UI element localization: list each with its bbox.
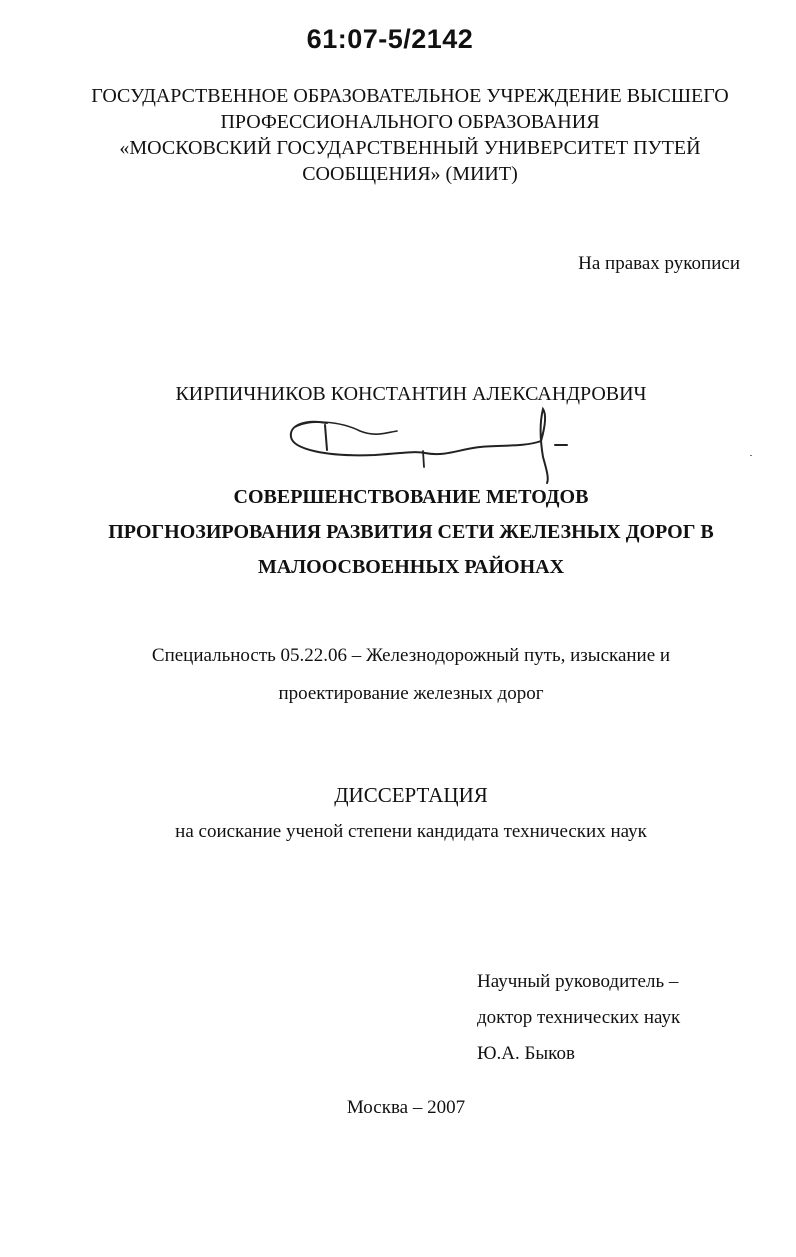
- signature-stroke-vertical-2: [423, 451, 424, 467]
- city-and-year: Москва – 2007: [346, 1097, 466, 1118]
- supervisor-role: Научный руководитель –: [477, 971, 679, 992]
- specialty-line-2: проектирование железных дорог: [278, 683, 544, 704]
- title-line-3: МАЛООСВОЕННЫХ РАЙОНАХ: [257, 556, 565, 578]
- specialty-block: [0, 637, 796, 713]
- degree-statement: на соискание ученой степени кандидата технических наук: [175, 821, 647, 842]
- signature-stroke-vertical-1: [325, 425, 327, 450]
- document-type: ДИССЕРТАЦИЯ: [334, 783, 488, 807]
- signature-stroke-upper: [295, 422, 397, 434]
- signature-icon: [285, 405, 575, 485]
- title-line-1: СОВЕРШЕНСТВОВАНИЕ МЕТОДОВ: [233, 486, 589, 508]
- manuscript-rights-note: На правах рукописи: [578, 253, 740, 274]
- specialty-line-1: Специальность 05.22.06 – Железнодорожный путь, изыскание и: [151, 645, 671, 666]
- archive-stamp-number: 61:07-5/2142: [306, 24, 474, 54]
- scan-speck: [750, 455, 752, 456]
- dissertation-title: [0, 480, 796, 585]
- institution-line-3: «МОСКОВСКИЙ ГОСУДАРСТВЕННЫЙ УНИВЕРСИТЕТ ПУТЕЙ: [119, 137, 701, 159]
- institution-line-1: ГОСУДАРСТВЕННОЕ ОБРАЗОВАТЕЛЬНОЕ УЧРЕЖДЕНИЕ ВЫСШЕГО: [91, 85, 729, 107]
- institution-line-4: СООБЩЕНИЯ» (МИИТ): [302, 163, 518, 185]
- signature-stroke-main: [291, 422, 541, 456]
- supervisor-name: Ю.А. Быков: [477, 1043, 575, 1064]
- author-name: КИРПИЧНИКОВ КОНСТАНТИН АЛЕКСАНДРОВИЧ: [175, 383, 647, 405]
- title-line-2: ПРОГНОЗИРОВАНИЯ РАЗВИТИЯ СЕТИ ЖЕЛЕЗНЫХ ДОРОГ В: [108, 521, 714, 543]
- signature-stroke-tail: [541, 409, 548, 483]
- supervisor-rank: доктор технических наук: [477, 1007, 681, 1028]
- institution-name: [60, 83, 760, 187]
- institution-line-2: ПРОФЕССИОНАЛЬНОГО ОБРАЗОВАНИЯ: [220, 111, 600, 133]
- supervisor-block: [477, 964, 680, 1072]
